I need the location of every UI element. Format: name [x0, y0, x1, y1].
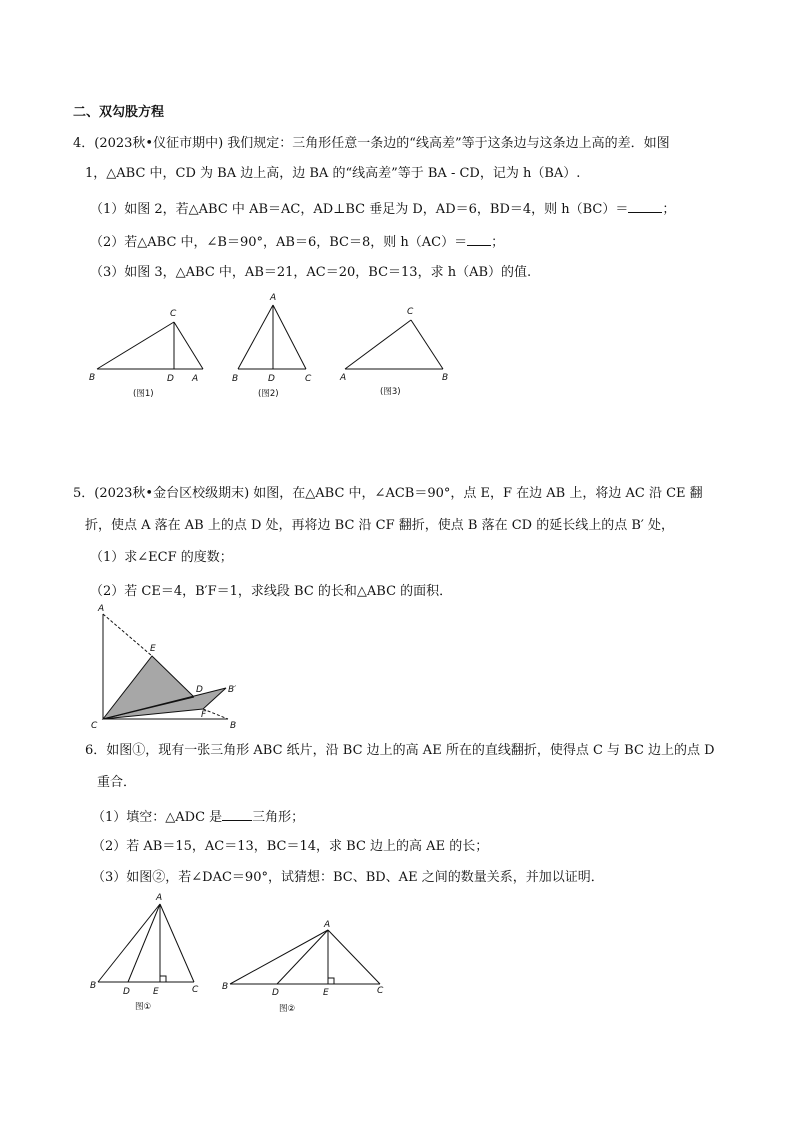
q6-fig2-label-a: A [324, 920, 331, 930]
q6-fig1-label-c: C [192, 985, 199, 995]
q4-part2-end: ； [491, 235, 505, 250]
q4-fig1-label-a: A [192, 374, 199, 384]
q4-fig2-caption: (图2) [258, 389, 279, 399]
q4-fig1-label-d: D [167, 374, 174, 384]
q4-fig2-label-b: B [232, 374, 239, 384]
q5-label-d: D [196, 685, 203, 695]
q5-label-a: A [98, 604, 105, 614]
q5-label-f: F [201, 710, 207, 720]
q4-part3: （3）如图 3，△ABC 中，AB＝21，AC＝20，BC＝13，求 h（AB）的值. [90, 265, 532, 280]
q5-line2: 折，使点 A 落在 AB 上的点 D 处，再将边 BC 沿 CF 翻折，使点 B 落在 CD 的延长线上的点 B′ 处， [85, 518, 675, 533]
q4-fig3-label-b: B [442, 373, 449, 383]
q6-part1-end: 三角形； [252, 810, 305, 825]
q6-line2: 重合． [97, 775, 137, 790]
q4-fig2-label-c: C [305, 374, 312, 384]
q6-figure-1 [98, 904, 194, 982]
q6-fig2-caption: 图② [279, 1004, 296, 1014]
q6-fig1-label-a: A [156, 893, 163, 903]
q4-fig1-caption: (图1) [133, 389, 154, 399]
q4-fig1-label-b: B [89, 373, 96, 383]
q4-part1-end: ； [662, 202, 676, 217]
q4-fig3-label-c: C [407, 307, 414, 317]
q6-fig1-label-b: B [90, 981, 97, 991]
q4-line2: 1，△ABC 中，CD 为 BA 边上高，边 BA 的“线高差”等于 BA - CD，记为 h（BA）. [85, 166, 581, 181]
q4-fig3-label-a: A [340, 373, 347, 383]
q4-fig3-caption: (图3) [380, 387, 401, 397]
q6-fig1-label-d: D [123, 987, 130, 997]
q6-part3: （3）如图②，若∠DAC＝90°，试猜想：BC、BD、AE 之间的数量关系，并加以证明． [92, 870, 604, 885]
q6-line1: 6．如图①，现有一张三角形 ABC 纸片，沿 BC 边上的高 AE 所在的直线翻折，使得点 C 与 BC 边上的点 D [85, 743, 715, 758]
q4-fig1-label-c: C [170, 309, 177, 319]
q6-figure-2 [230, 930, 380, 984]
section-title: 二、双勾股方程 [73, 105, 165, 120]
q5-label-b: B [230, 721, 237, 731]
q5-part2: （2）若 CE＝4，B′F＝1，求线段 BC 的长和△ABC 的面积． [90, 584, 453, 599]
q4-part1-text: （1）如图 2，若△ABC 中 AB＝AC，AD⊥BC 垂足为 D，AD＝6，BD＝4，则 h（BC）＝ [90, 202, 629, 217]
q6-fig2-label-e: E [323, 988, 329, 998]
q6-fig2-label-c: C [377, 986, 384, 996]
q6-fig2-label-b: B [222, 982, 229, 992]
q5-label-c: C [91, 721, 98, 731]
q5-part1: （1）求∠ECF 的度数； [90, 550, 233, 565]
q6-fig1-caption: 图① [135, 1002, 152, 1012]
q4-fig2-label-a: A [270, 293, 277, 303]
q6-part1-text: （1）填空：△ADC 是 [92, 810, 223, 825]
q5-line1: 5．(2023秋•金台区校级期末) 如图，在△ABC 中，∠ACB＝90°，点 E，F 在边 AB 上，将边 AC 沿 CE 翻 [73, 486, 703, 501]
q6-fig2-label-d: D [272, 988, 279, 998]
q4-line1: 4．(2023秋•仪征市期中) 我们规定：三角形任意一条边的“线高差”等于这条边与这条边上高的差．如图 [73, 136, 670, 151]
q4-fig2-label-d: D [268, 374, 275, 384]
q6-fig1-label-e: E [153, 987, 159, 997]
q5-label-bprime: B′ [228, 685, 237, 695]
q4-part2-text: （2）若△ABC 中，∠B＝90°，AB＝6，BC＝8，则 h（AC）＝ [90, 235, 468, 250]
q5-label-e: E [150, 644, 156, 654]
q6-part2: （2）若 AB＝15，AC＝13，BC＝14，求 BC 边上的高 AE 的长； [92, 839, 489, 854]
